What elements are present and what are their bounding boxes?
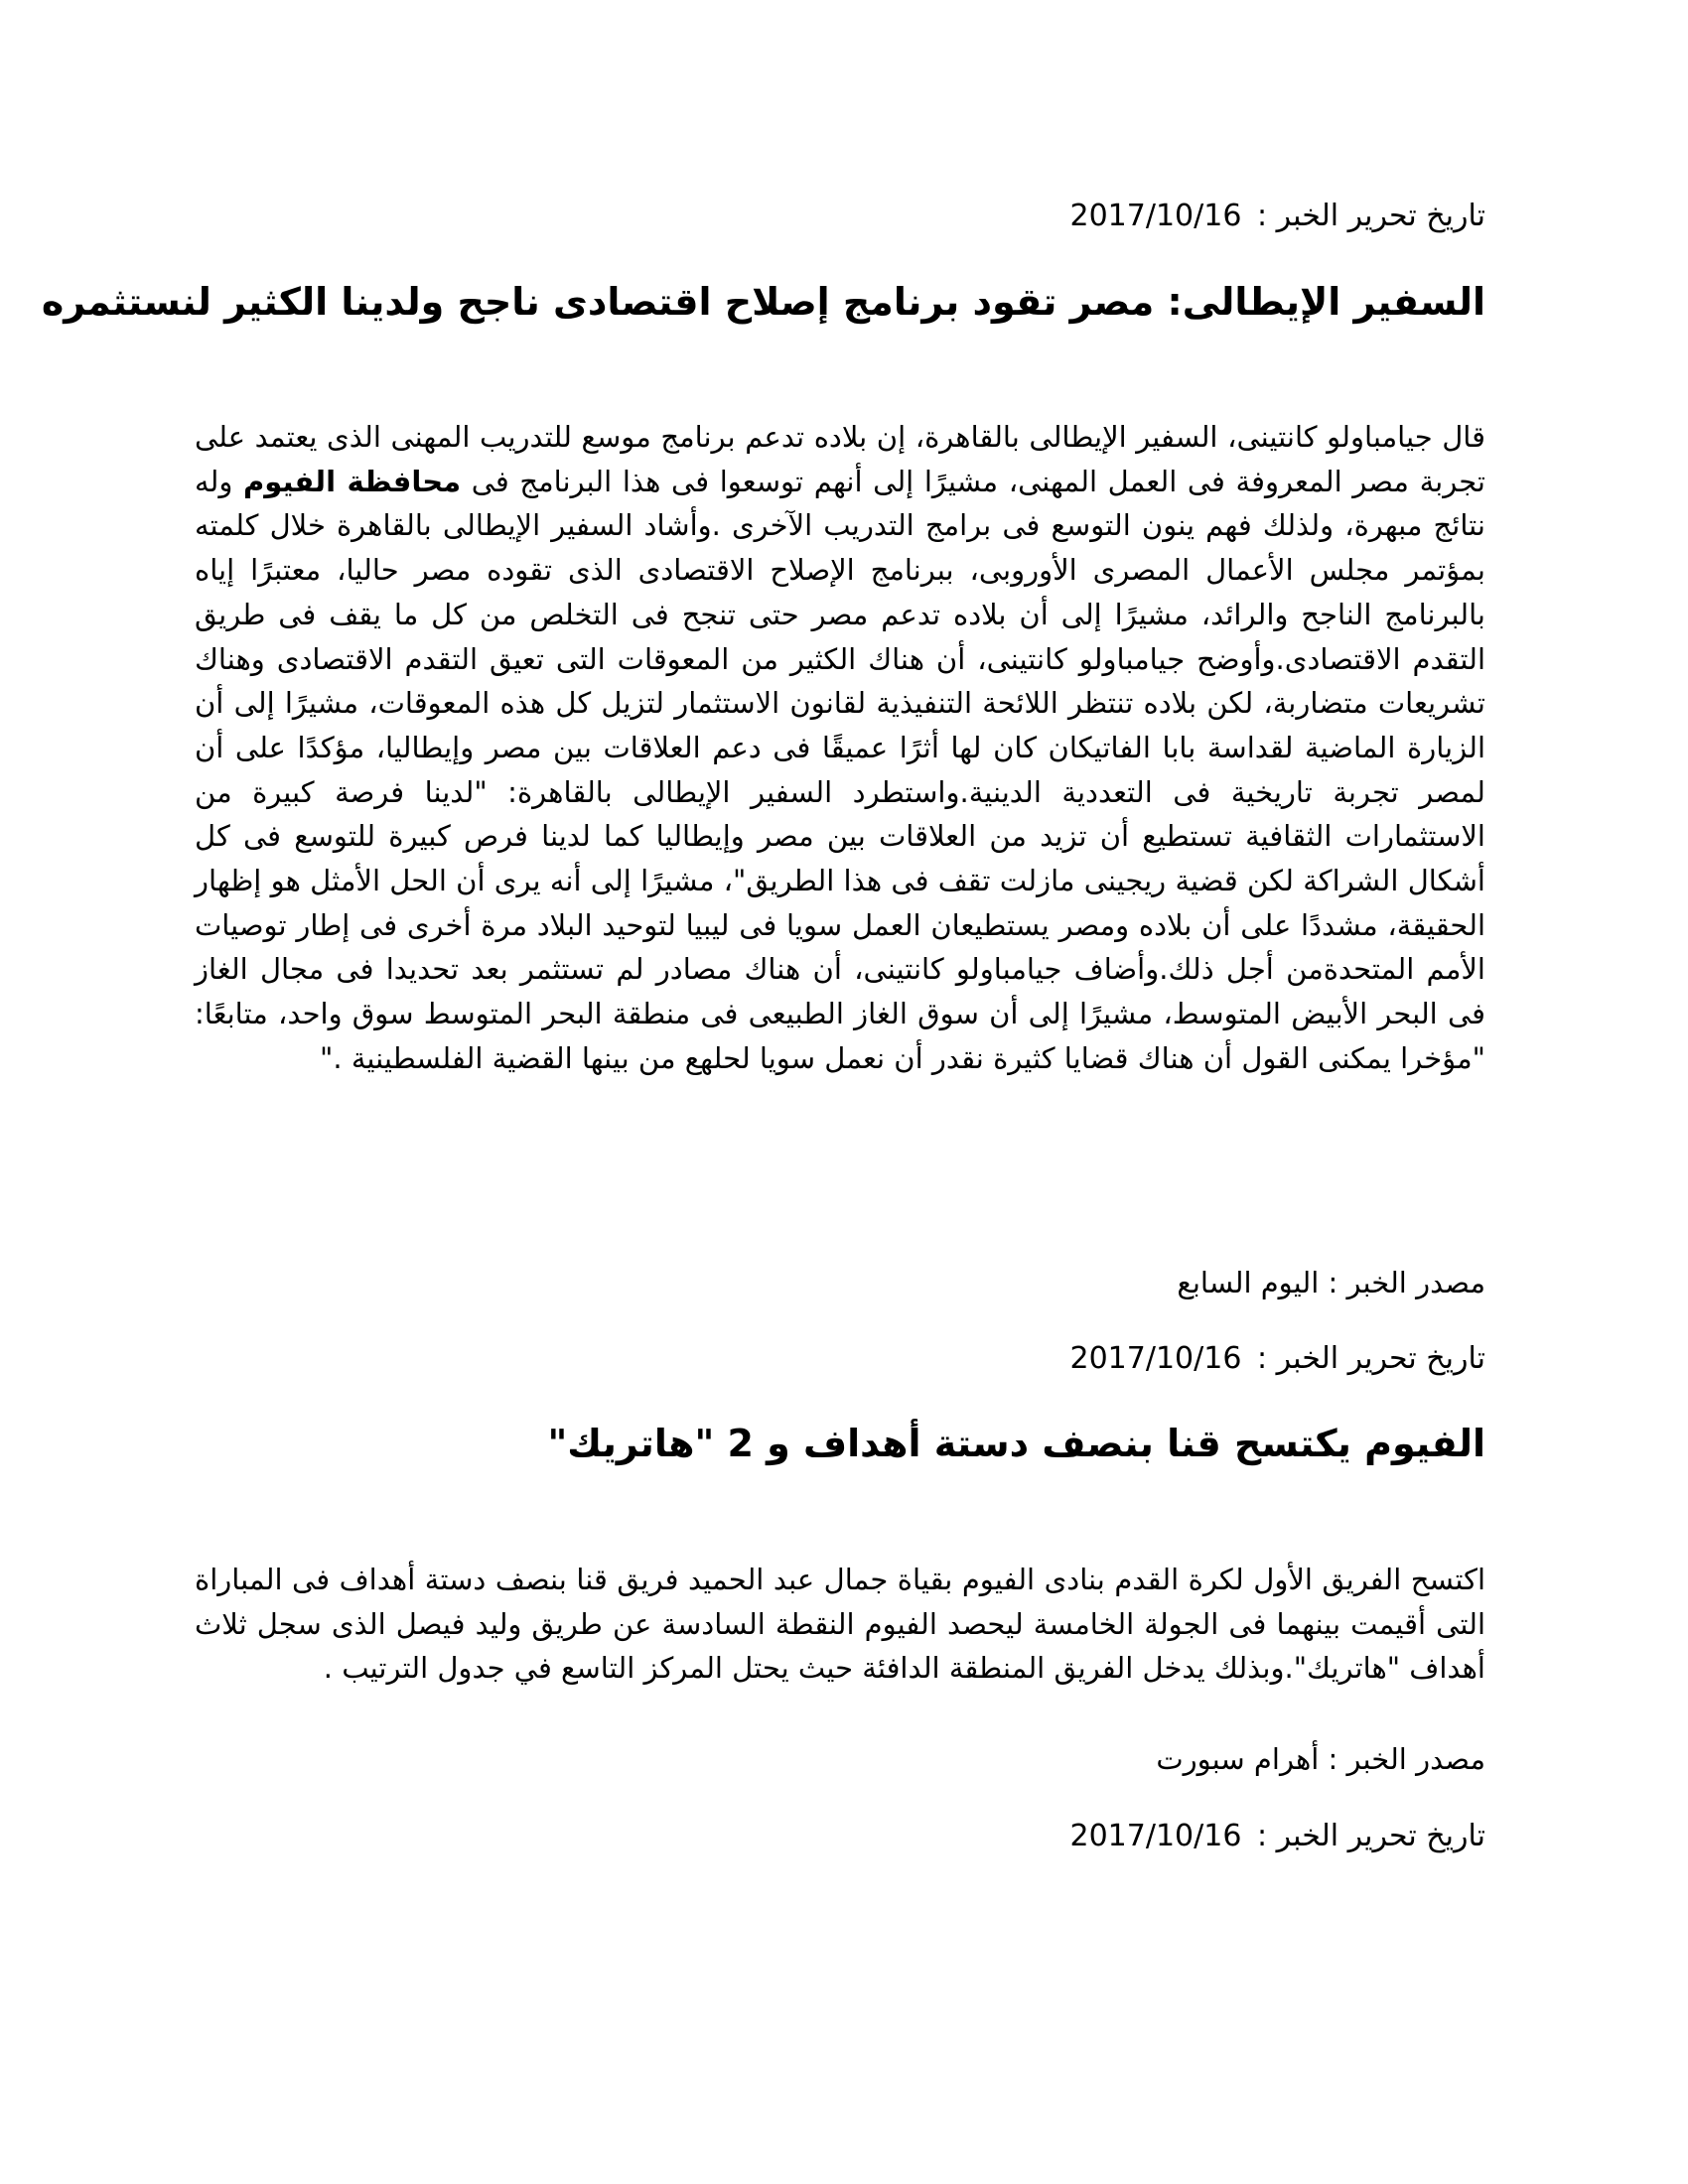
article-body-text: قال جيامباولو كانتينى، السفير الإيطالى بالقاهرة، إن بلاده تدعم برنامج موسع للتدريب المهنى الذى يعتمد على تجربة مصر المعروفة فى العمل المهنى، مشيرًا إلى أنهم توسعوا فى هذا البرنامج فى xyxy=(195,420,1485,498)
article-headline: السفير الإيطالى: مصر تقود برنامج إصلاح اقتصادى ناجح ولدينا الكثير لنستثمره xyxy=(41,280,1485,324)
article-date-label: تاريخ تحرير الخبر : xyxy=(1256,1819,1485,1853)
article-date-label: تاريخ تحرير الخبر : xyxy=(1256,1341,1485,1376)
article-body-text-continued: وله نتائج مبهرة، ولذلك فهم ينون التوسع فى برامج التدريب الآخرى .وأشاد السفير الإيطالى بالقاهرة خلال كلمته بمؤتمر مجلس الأعمال المصرى الأوروبى، ببرنامج الإصلاح الاقتصادى الذى تقوده مصر حاليا، معتبرًا إياه بالبرنامج الناجح والرائد، مشيرًا إلى أن بلاده تدعم مصر حتى تنجح فى التخلص من كل ما يقف فى طريق التقدم الاقتصادى.وأوضح جيامباولو كانتينى، أن هناك الكثير من المعوقات التى تعيق التقدم الاقتصادى وهناك تشريعات متضاربة، لكن بلاده تنتظر اللائحة التنفيذية لقانون الاستثمار لتزيل كل هذه المعوقات، مشيرًا إلى أن الزيارة الماضية لقداسة بابا الفاتيكان كان لها أثرًا عميقًا فى دعم العلاقات بين مصر وإيطاليا، مؤكدًا على أن لمصر تجربة تاريخية فى التعددية الدينية.واستطرد السفير الإيطالى بالقاهرة: "لدينا فرصة كبيرة من الاستثمارات الثقافية تستطيع أن تزيد من العلاقات بين مصر وإيطاليا كما لدينا فرص كبيرة للتوسع فى كل أشكال الشراكة لكن قضية ريجينى مازلت تقف فى هذا الطريق"، مشيرًا إلى أنه يرى أن الحل الأمثل هو إظهار الحقيقة، مشددًا على أن بلاده ومصر يستطيعان العمل سويا فى ليبيا لتوحيد البلاد مرة أخرى فى إطار توصيات الأمم المتحدةمن أجل ذلك.وأضاف جيامباولو كانتينى، أن هناك مصادر لم تستثمر بعد تحديدا فى مجال الغاز فى البحر الأبيض المتوسط، مشيرًا إلى أن سوق الغاز الطبيعى فى منطقة البحر المتوسط سوق واحد، متابعًا: "مؤخرا يمكنى القول أن هناك قضايا كثيرة نقدر أن نعمل سويا لحلهع من بينها القضية الفلسطينية ." xyxy=(195,464,1485,1075)
article-date-value: 2017/10/16 xyxy=(1069,199,1242,233)
article-date-line xyxy=(195,1341,1485,1377)
article-body xyxy=(195,415,1485,1081)
article-date-value: 2017/10/16 xyxy=(1069,1819,1242,1853)
article-date-line xyxy=(195,1819,1485,1854)
article-headline: الفيوم يكتسح قنا بنصف دستة أهداف و 2 "هاتريك" xyxy=(547,1422,1485,1465)
article-source: مصدر الخبر : أهرام سبورت xyxy=(1156,1742,1485,1776)
article-body: اكتسح الفريق الأول لكرة القدم بنادى الفيوم بقياة جمال عبد الحميد فريق قنا بنصف دستة أهداف فى المباراة التى أقيمت بينهما فى الجولة الخامسة ليحصد الفيوم النقطة السادسة عن طريق وليد فيصل الذى سجل ثلاث أهداف "هاتريك".وبذلك يدخل الفريق المنطقة الدافئة حيث يحتل المركز التاسع في جدول الترتيب . xyxy=(195,1563,1485,1686)
article-body-bold-text: محافظة الفيوم xyxy=(243,464,462,498)
article-date-line xyxy=(195,199,1485,234)
article-date-value: 2017/10/16 xyxy=(1069,1341,1242,1376)
article-date-label: تاريخ تحرير الخبر : xyxy=(1256,199,1485,233)
article-source: مصدر الخبر : اليوم السابع xyxy=(1177,1266,1485,1299)
